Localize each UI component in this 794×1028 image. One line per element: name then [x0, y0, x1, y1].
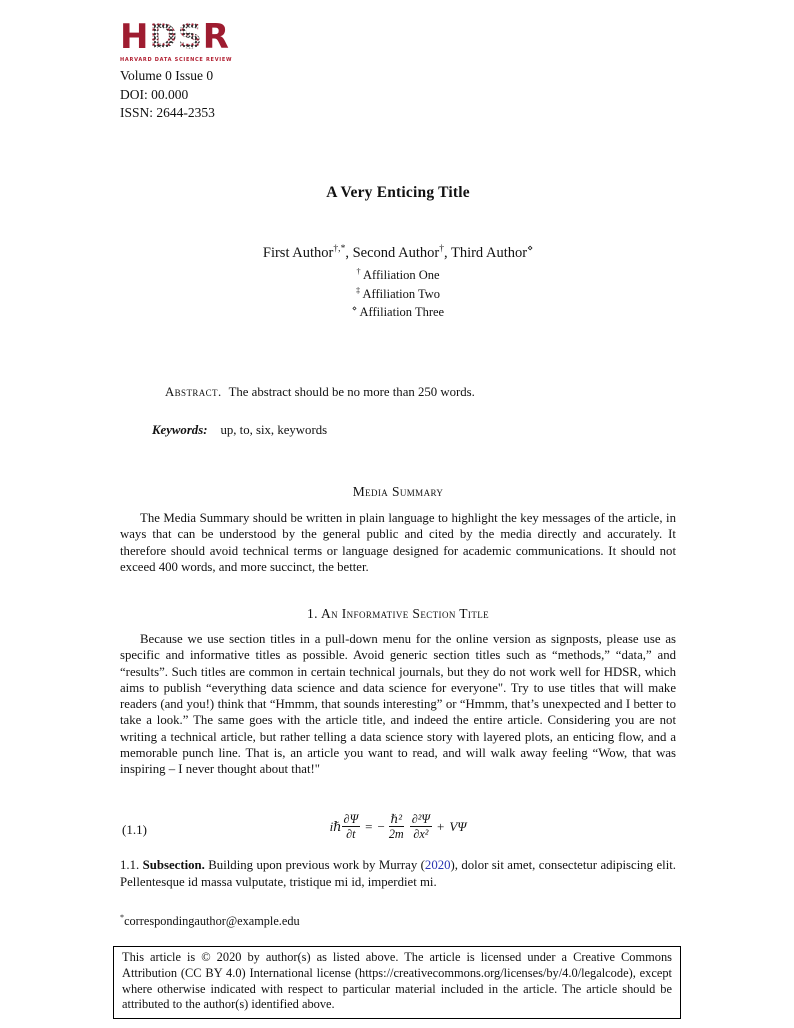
fraction-numerator: ∂²Ψ: [411, 812, 430, 826]
fraction: [342, 812, 361, 841]
logo-tagline: HARVARD DATA SCIENCE REVIEW: [120, 57, 233, 63]
subsection-text-before: Building upon previous work by Murray (: [204, 858, 425, 872]
author-separator: ,: [443, 245, 451, 261]
subsection-number: 1.1.: [120, 858, 140, 872]
footnote-marker: *: [120, 912, 125, 922]
equals-sign: =: [365, 818, 373, 834]
affiliations-list: [120, 266, 676, 322]
issue-doi: DOI: 00.000: [120, 86, 189, 102]
issue-issn: ISSN: 2644-2353: [120, 105, 215, 121]
equation-block: [120, 812, 676, 848]
affiliation-row: [120, 285, 676, 304]
equation-body: [120, 812, 676, 841]
footnote: [120, 914, 676, 929]
keywords-label: Keywords:: [152, 423, 208, 437]
media-summary-heading: Media Summary: [352, 484, 444, 499]
logo-letter-s: S: [177, 17, 203, 57]
affiliation-marker: ‡: [355, 285, 361, 295]
author-affiliation-marker: †,*: [333, 243, 346, 255]
affiliation-name: Affiliation One: [363, 268, 440, 282]
fraction-denominator: ∂t: [346, 827, 356, 842]
section-paragraph: Because we use section titles in a pull-down menu for the online version as signposts, please use as specific and informative titles as possible. Avoid generic section titles such as “methods,” “data,” and “results”. Such titles are common in certain technical journals, but they do not work well for HDSR, which aims to publish “everything data science and data science for everyone". Try to use titles that will make readers (and you!) think that “Hmmm, that sounds interesting” or “Hmmm, that’s unexpected and I better to take a look.” The same goes with the article title, and indeed the entire article. Considering you are not writing a technical article, but rather telling a data science story with layered plots, an enticing flow, and a memorable punch line. That is, an article you want to read, and will walk away feeling “Wow, that was inspiring – I never thought about that!": [120, 632, 676, 777]
article-title: A Very Enticing Title: [326, 184, 470, 201]
affiliation-row: [120, 303, 676, 322]
fraction-numerator: ∂Ψ: [343, 812, 359, 826]
license-box: [113, 946, 681, 1019]
plus-sign: +: [436, 818, 445, 834]
journal-logo: [120, 17, 233, 63]
affiliation-row: [120, 266, 676, 285]
author-affiliation-marker: †: [439, 243, 444, 255]
keywords-text: up, to, six, keywords: [220, 423, 328, 437]
author-affiliation-marker: ⋄: [527, 243, 534, 255]
abstract-text: The abstract should be no more than 250 words.: [228, 385, 475, 399]
subsection-text-after: ), dolor sit amet, consectetur adipiscing elit. Pellentesque id massa vulputate, tristique mi id, imperdiet mi.: [120, 858, 677, 889]
authors-line: [120, 245, 676, 262]
issue-volume: Volume 0 Issue 0: [120, 68, 214, 83]
author-name: Third Author: [450, 245, 528, 261]
affiliation-marker: †: [356, 266, 361, 276]
author-name: First Author: [262, 245, 334, 261]
logo-letter-d: D: [148, 17, 178, 57]
subsection-title: Subsection.: [142, 858, 205, 872]
potential-term: VΨ: [449, 818, 467, 834]
author-separator: ,: [345, 245, 353, 261]
fraction-denominator: 2m: [388, 827, 404, 842]
section-heading: 1. An Informative Section Title: [306, 606, 490, 621]
abstract-label: Abstract.: [165, 385, 222, 399]
logo-letter-r: R: [202, 17, 230, 57]
fraction-numerator: ℏ²: [390, 812, 403, 826]
footnote-text: correspondingauthor@example.edu: [124, 914, 300, 928]
fraction-denominator: ∂x²: [413, 827, 429, 842]
citation-link[interactable]: 2020: [424, 858, 451, 872]
subsection-paragraph: [120, 857, 676, 890]
equation-number: (1.1): [122, 822, 147, 837]
abstract-block: [165, 385, 635, 400]
logo-letter-h: H: [120, 17, 149, 57]
author: [451, 245, 533, 261]
media-summary-paragraph: The Media Summary should be written in plain language to highlight the key messages of the article, in ways that can be understood by the general public and cited by the media directly and accurately. It therefore should avoid technical terms or language designed for academic communications. It should not exceed 400 words, and more succinct, the better.: [120, 511, 676, 574]
affiliation-name: Affiliation Three: [359, 305, 445, 320]
author: [263, 245, 345, 261]
affiliation-name: Affiliation Two: [362, 286, 441, 301]
fraction: [387, 812, 406, 841]
author-name: Second Author: [352, 245, 440, 261]
author: [353, 245, 444, 261]
logo-word: [120, 17, 232, 57]
fraction: [410, 812, 432, 841]
issue-info: [120, 67, 215, 123]
affiliation-marker: ⋄: [351, 304, 358, 314]
keywords-block: [152, 423, 642, 438]
minus-sign: −: [377, 818, 385, 834]
equation-coefficient: iℏ: [329, 818, 342, 834]
license-text: This article is © 2020 by author(s) as listed above. The article is licensed under a Creative Commons Attribution (CC BY 4.0) International license (https://creativecommons.org/licenses/by/4.0/legalcode), except where otherwise indicated with respect to particular material included in the article. The article should be attributed to the author(s) identified above.: [122, 950, 672, 1012]
